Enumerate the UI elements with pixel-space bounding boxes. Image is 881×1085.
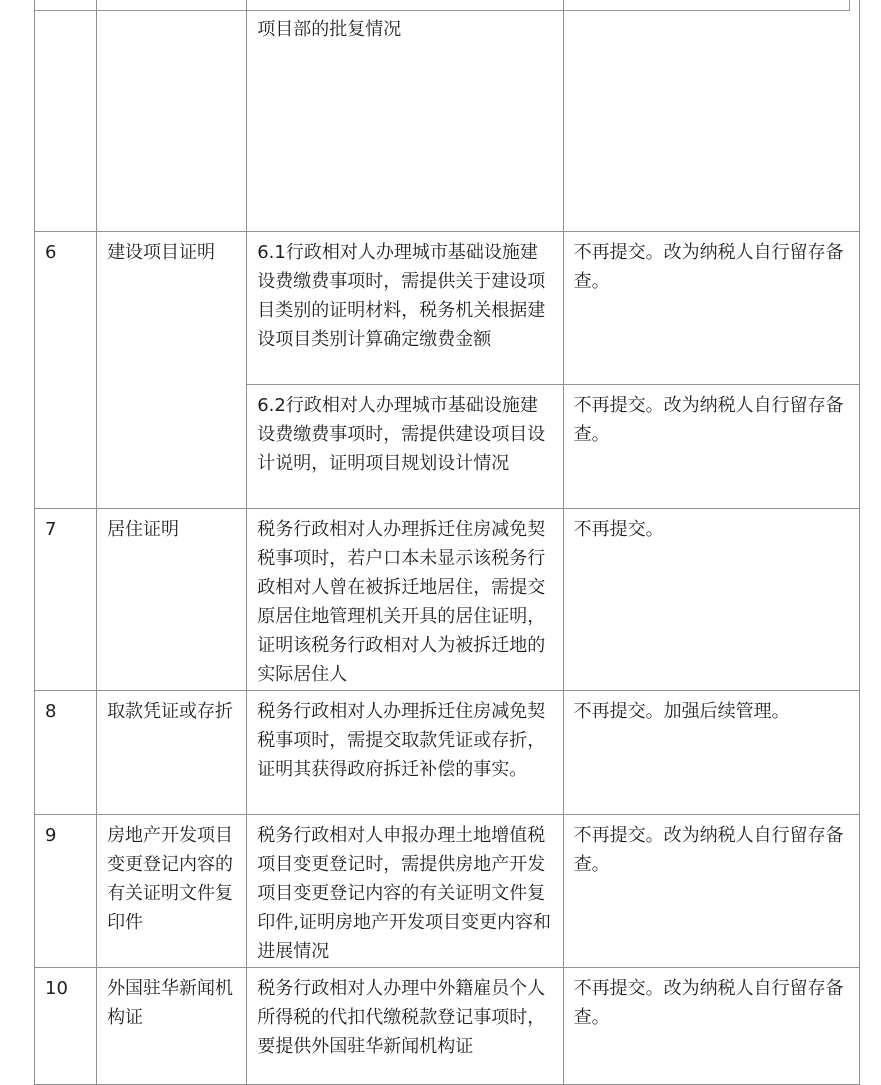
table-row bbox=[35, 691, 860, 815]
change-cell: 不再提交。改为纳税人自行留存备查。 bbox=[563, 385, 859, 509]
certificate-name-cell: 外国驻华新闻机构证 bbox=[97, 968, 247, 1085]
certificate-name-cell: 取款凭证或存折 bbox=[97, 691, 247, 815]
change-cell bbox=[563, 0, 859, 232]
change-cell: 不再提交。加强后续管理。 bbox=[563, 691, 859, 815]
certificate-name-cell: 建设项目证明 bbox=[97, 232, 247, 509]
table-row bbox=[35, 232, 860, 385]
table-row bbox=[35, 509, 860, 691]
description-cell: 项目部的批复情况 bbox=[247, 0, 563, 232]
row-number-cell: 10 bbox=[35, 968, 97, 1085]
certificate-name-cell: 居住证明 bbox=[97, 509, 247, 691]
table-row bbox=[35, 815, 860, 968]
description-cell: 6.2行政相对人办理城市基础设施建设费缴费事项时，需提供建设项目设计说明，证明项目规划设计情况 bbox=[247, 385, 563, 509]
row-number-cell: 7 bbox=[35, 509, 97, 691]
change-cell: 不再提交。改为纳税人自行留存备查。 bbox=[563, 232, 859, 385]
certificate-name-cell: 房地产开发项目变更登记内容的有关证明文件复印件 bbox=[97, 815, 247, 968]
certificate-name-cell bbox=[97, 0, 247, 232]
certificates-table bbox=[34, 0, 860, 1085]
description-cell: 税务行政相对人办理中外籍雇员个人所得税的代扣代缴税款登记事项时，要提供外国驻华新闻机构证 bbox=[247, 968, 563, 1085]
description-cell: 税务行政相对人办理拆迁住房减免契税事项时，需提交取款凭证或存折，证明其获得政府拆迁补偿的事实。 bbox=[247, 691, 563, 815]
row-number-cell: 8 bbox=[35, 691, 97, 815]
description-cell: 税务行政相对人办理拆迁住房减免契税事项时，若户口本未显示该税务行政相对人曾在被拆迁地居住，需提交原居住地管理机关开具的居住证明，证明该税务行政相对人为被拆迁地的实际居住人 bbox=[247, 509, 563, 691]
table-row bbox=[35, 968, 860, 1085]
table-row bbox=[35, 0, 860, 232]
row-number-cell: 9 bbox=[35, 815, 97, 968]
description-cell: 6.1行政相对人办理城市基础设施建设费缴费事项时，需提供关于建设项目类别的证明材料，税务机关根据建设项目类别计算确定缴费金额 bbox=[247, 232, 563, 385]
row-number-cell: 6 bbox=[35, 232, 97, 509]
change-cell: 不再提交。 bbox=[563, 509, 859, 691]
row-number-cell bbox=[35, 0, 97, 232]
change-cell: 不再提交。改为纳税人自行留存备查。 bbox=[563, 815, 859, 968]
description-cell: 税务行政相对人申报办理土地增值税项目变更登记时，需提供房地产开发项目变更登记内容的有关证明文件复印件,证明房地产开发项目变更内容和进展情况 bbox=[247, 815, 563, 968]
change-cell: 不再提交。改为纳税人自行留存备查。 bbox=[563, 968, 859, 1085]
